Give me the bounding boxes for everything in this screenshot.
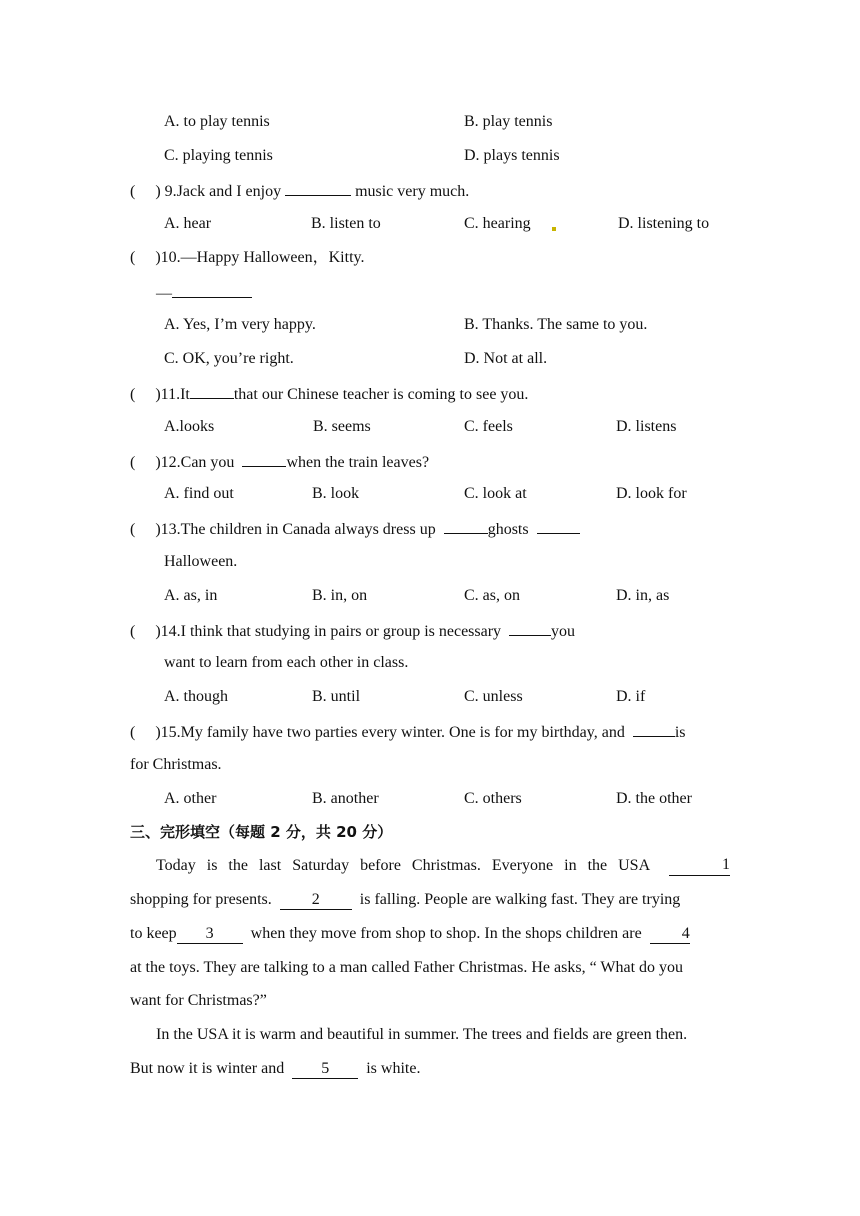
q11-option-a: A.looks xyxy=(164,418,215,435)
question-10-reply: — xyxy=(156,282,252,304)
q12-option-c: C. look at xyxy=(464,485,527,502)
question-11-stem: ( )11.It that our Chinese teacher is coming to see you. xyxy=(130,383,528,405)
passage-line-6: In the USA it is warm and beautiful in summer. The trees and fields are green then. xyxy=(156,1026,688,1043)
passage-line-7: But now it is winter and 5 is white. xyxy=(130,1060,421,1077)
cloze-blank-1: 1 xyxy=(669,856,730,876)
passage-line-3: to keep 3 when they move from shop to shop. In the shops children are 4 xyxy=(130,925,690,942)
q15-option-c: C. others xyxy=(464,790,522,807)
question-14-stem: ( )14.I think that studying in pairs or group is necessary you xyxy=(130,620,575,642)
answer-blank xyxy=(633,721,675,737)
passage-line-4: at the toys. They are talking to a man called Father Christmas. He asks, “ What do you xyxy=(130,959,684,976)
question-15-continuation: for Christmas. xyxy=(130,756,222,773)
q9-option-c: C. hearing xyxy=(464,215,531,232)
passage-line-1: Today is the last Saturday before Christmas. Everyone in the USA 1 xyxy=(156,856,730,874)
cloze-blank-4: 4 xyxy=(650,925,690,944)
q12-option-d: D. look for xyxy=(616,485,687,502)
cloze-blank-2: 2 xyxy=(280,891,352,910)
q11-option-c: C. feels xyxy=(464,418,513,435)
q14-option-a: A. though xyxy=(164,688,228,705)
answer-blank xyxy=(285,180,351,196)
q15-option-d: D. the other xyxy=(616,790,692,807)
question-14-continuation: want to learn from each other in class. xyxy=(164,654,409,671)
q13-option-c: C. as, on xyxy=(464,587,520,604)
question-13-stem: ( )13.The children in Canada always dress up ghosts xyxy=(130,518,580,540)
q9-option-b: B. listen to xyxy=(311,215,381,232)
q8-option-a: A. to play tennis xyxy=(164,113,270,130)
q8-option-c: C. playing tennis xyxy=(164,147,273,164)
question-12-stem: ( )12.Can you when the train leaves? xyxy=(130,451,429,473)
passage-line-5: want for Christmas?” xyxy=(130,992,267,1009)
answer-blank xyxy=(537,518,580,534)
question-15-stem: ( )15.My family have two parties every winter. One is for my birthday, and is xyxy=(130,721,686,743)
stray-mark xyxy=(552,227,556,231)
question-9-stem: ( ) 9.Jack and I enjoy music very much. xyxy=(130,180,469,202)
passage-line-2: shopping for presents. 2 is falling. People are walking fast. They are trying xyxy=(130,891,681,908)
question-10-stem: ( )10.—Happy Halloween，Kitty. xyxy=(130,249,365,266)
q10-option-a: A. Yes, I’m very happy. xyxy=(164,316,316,333)
cloze-blank-3: 3 xyxy=(177,925,243,944)
answer-paren: ( ) xyxy=(130,183,161,200)
section-heading: 三、完形填空（每题 2 分，共 20 分） xyxy=(130,823,393,841)
answer-blank xyxy=(242,451,286,467)
q10-option-d: D. Not at all. xyxy=(464,350,548,367)
q14-option-b: B. until xyxy=(312,688,361,705)
q13-option-a: A. as, in xyxy=(164,587,218,604)
q10-option-c: C. OK, you’re right. xyxy=(164,350,294,367)
answer-blank xyxy=(190,383,234,399)
answer-blank xyxy=(444,518,488,534)
answer-blank xyxy=(509,620,551,636)
q14-option-d: D. if xyxy=(616,688,646,705)
q9-option-d: D. listening to xyxy=(618,215,710,232)
q9-option-a: A. hear xyxy=(164,215,212,232)
cloze-blank-5: 5 xyxy=(292,1060,358,1079)
q14-option-c: C. unless xyxy=(464,688,523,705)
q8-option-b: B. play tennis xyxy=(464,113,553,130)
q13-option-d: D. in, as xyxy=(616,587,670,604)
q13-option-b: B. in, on xyxy=(312,587,368,604)
q12-option-a: A. find out xyxy=(164,485,234,502)
q11-option-b: B. seems xyxy=(313,418,371,435)
answer-blank xyxy=(172,282,252,298)
q8-option-d: D. plays tennis xyxy=(464,147,560,164)
question-13-continuation: Halloween. xyxy=(164,553,238,570)
q10-option-b: B. Thanks. The same to you. xyxy=(464,316,648,333)
q11-option-d: D. listens xyxy=(616,418,677,435)
q15-option-a: A. other xyxy=(164,790,217,807)
q12-option-b: B. look xyxy=(312,485,360,502)
q15-option-b: B. another xyxy=(312,790,379,807)
